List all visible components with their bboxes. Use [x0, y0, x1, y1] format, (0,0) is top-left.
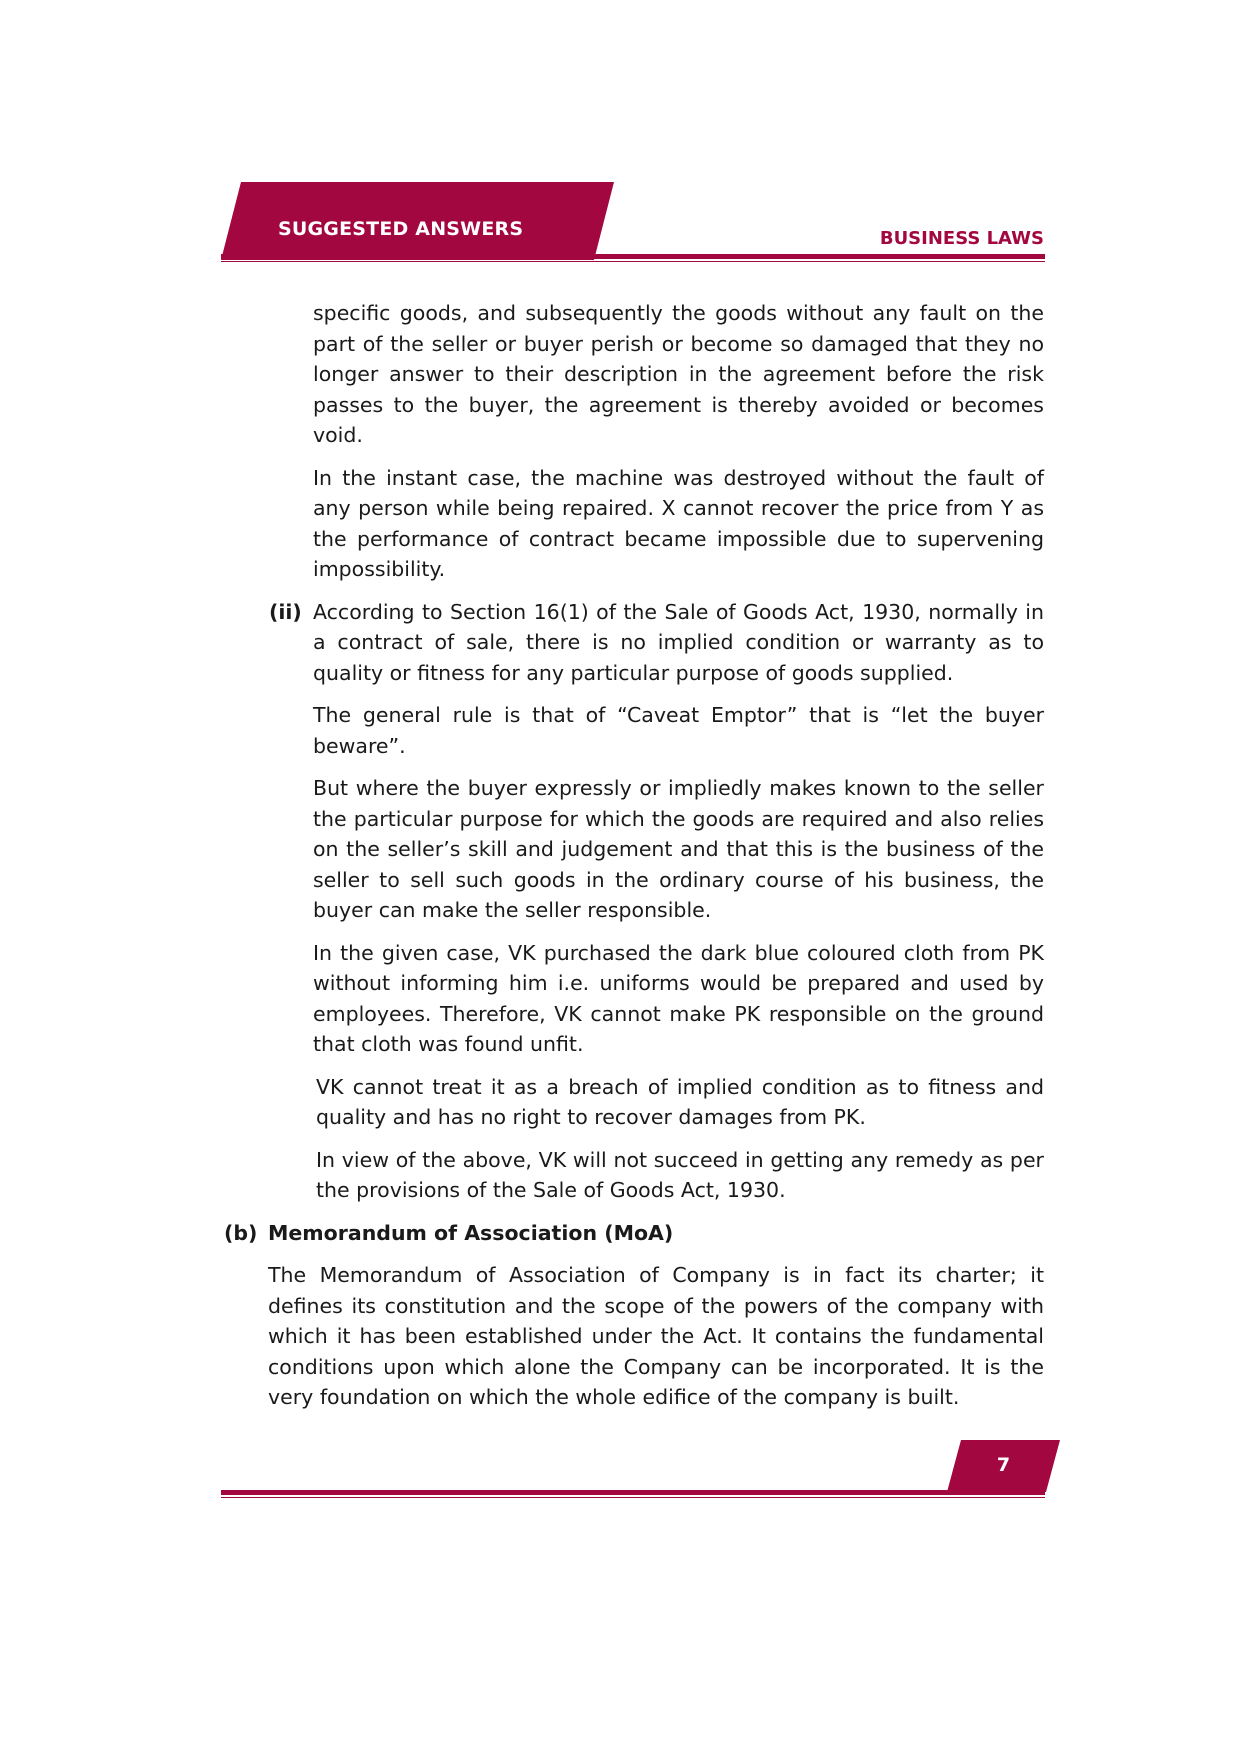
- footer-divider-thin: [221, 1497, 1045, 1498]
- paragraph-section-16: According to Section 16(1) of the Sale of Goods Act, 1930, normally in a contract of sale, there is no implied condition or warranty as to quality or fitness for any particular purpose of goods supplied.: [313, 599, 1044, 685]
- paragraph-breach: VK cannot treat it as a breach of implied condition as to fitness and quality and has no right to recover damages from PK.: [316, 1074, 1044, 1129]
- section-marker: (b): [224, 1220, 258, 1245]
- paragraph-given-case: In the given case, VK purchased the dark blue coloured cloth from PK without informing him i.e. uniforms would be prepared and used by employees. Therefore, VK cannot make PK responsible on the ground that cloth was found unfit.: [313, 940, 1044, 1056]
- page-number: 7: [996, 1454, 1011, 1476]
- page-body: [0, 298, 1241, 1413]
- paragraph-conclusion: In view of the above, VK will not succeed in getting any remedy as per the provisions of the Sale of Goods Act, 1930.: [316, 1147, 1044, 1202]
- header-divider-thin: [221, 261, 1045, 262]
- section-b: [224, 1218, 1044, 1249]
- section-heading: Memorandum of Association (MoA): [268, 1220, 674, 1245]
- paragraph-moa: The Memorandum of Association of Company is in fact its charter; it defines its constitution and the scope of the powers of the company with which it has been established under the Act. It contains the fundamental conditions upon which alone the Company can be incorporated. It is the very foundation on which the whole edifice of the company is built.: [268, 1263, 1044, 1409]
- paragraph-continuation: specific goods, and subsequently the goods without any fault on the part of the seller or buyer perish or become so damaged that they no longer answer to their description in the agreement before the risk passes to the buyer, the agreement is thereby avoided or becomes void.: [313, 301, 1044, 447]
- document-series-label: SUGGESTED ANSWERS: [278, 218, 524, 240]
- paragraph-instant-case: In the instant case, the machine was destroyed without the fault of any person while being repaired. X cannot recover the price from Y as the performance of contract became impossible due to supervening impossibility.: [313, 465, 1044, 581]
- paragraph-caveat-emptor: The general rule is that of “Caveat Emptor” that is “let the buyer beware”.: [313, 703, 1044, 758]
- subject-label: BUSINESS LAWS: [879, 228, 1044, 249]
- footer-divider: [221, 1490, 1045, 1495]
- paragraph-exception: But where the buyer expressly or impliedly makes known to the seller the particular purpose for which the goods are required and also relies on the seller’s skill and judgement and that this is the business of the seller to sell such goods in the ordinary course of his business, the buyer can make the seller responsible.: [313, 776, 1044, 922]
- header-divider: [221, 254, 1045, 259]
- list-marker: (ii): [269, 599, 302, 624]
- list-item-ii: [269, 597, 1044, 689]
